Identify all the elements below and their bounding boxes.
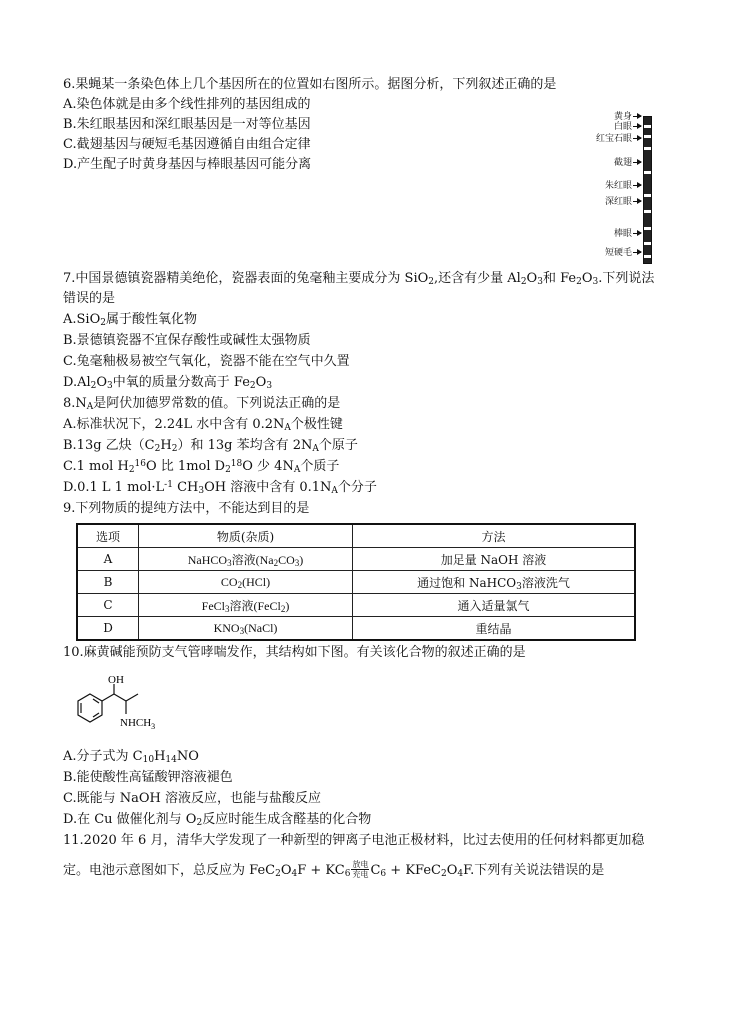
- gene-arrow: [633, 185, 641, 186]
- chromosome-bar: [643, 116, 652, 264]
- table-header: 方法: [353, 524, 636, 548]
- table-cell-substance: $CO_2(HCl)$: [139, 571, 353, 594]
- table-cell-option: B: [77, 571, 139, 594]
- q7-option-c: C.兔毫釉极易被空气氧化，瓷器不能在空气中久置: [63, 354, 350, 369]
- q11-stem-line2: 定。电池示意图如下，总反应为 $FeC_2O_4F + KC_6$ $\frac{\text{放电}}{\text{充电}}$ $C_6$ + $KFeC_2O_4F$.下列有关说法错误的是: [63, 860, 605, 879]
- gene-label: 红宝石眼: [595, 134, 632, 144]
- gene-arrow: [633, 233, 641, 234]
- q7-stem-line1: 7.中国景德镇瓷器精美绝伦，瓷器表面的兔毫釉主要成分为 SiO$_2$,还含有少量 $Al_2O_3$和 $Fe_2O_3$.下列说法: [63, 271, 655, 287]
- table-cell-substance: NaHCO$_3$溶液$(Na_2CO_3)$: [139, 548, 353, 571]
- table-cell-substance: FeCl$_3$溶液(FeCl$_2$): [139, 594, 353, 617]
- q8-stem: $8.N_A$是阿伏加德罗常数的值。下列说法正确的是: [63, 396, 341, 412]
- ephedrine-structure: [66, 672, 186, 744]
- q9-stem: 9.下列物质的提纯方法中，不能达到目的是: [63, 501, 310, 516]
- table-cell-option: D: [77, 617, 139, 641]
- q6-option-a: A.染色体就是由多个线性排列的基因组成的: [63, 97, 311, 112]
- gene-label: 棒眼: [613, 229, 632, 239]
- q10-option-a: A.分子式为 $C_{10}H_{14}NO$: [63, 749, 199, 765]
- table-cell-method: 重结晶: [353, 617, 636, 641]
- q10-option-b: B.能使酸性高锰酸钾溶液褪色: [63, 770, 233, 785]
- q6-option-b: B.朱红眼基因和深红眼基因是一对等位基因: [63, 117, 311, 132]
- table-header-row: [77, 524, 635, 548]
- chromosome-figure: [570, 104, 670, 264]
- table-cell-method: 加足量 NaOH 溶液: [353, 548, 636, 571]
- q8-option-d: D.0.1 L 1 $mol\cdot L^{-1}$ $CH_3OH$ 溶液中含有 $0.1N_A$个分子: [63, 480, 377, 496]
- q7-option-d: $D.Al_2O_3$中氧的质量分数高于 $Fe_2O_3$: [63, 375, 273, 391]
- table-cell-option: C: [77, 594, 139, 617]
- table-row: [77, 617, 635, 641]
- gene-label: 白眼: [613, 122, 632, 132]
- table-header: 选项: [77, 524, 139, 548]
- gene-label: 黄身: [613, 112, 632, 122]
- q8-option-a: A.标准状况下，2.24L 水中含有 $0.2N_A$个极性键: [63, 417, 343, 433]
- gene-label: 朱红眼: [604, 181, 632, 191]
- table-row: [77, 571, 635, 594]
- table-cell-substance: $KNO_3(NaCl)$: [139, 617, 353, 641]
- gene-label: 截翅: [613, 158, 632, 168]
- gene-label: 深红眼: [604, 197, 632, 207]
- table-cell-option: A: [77, 548, 139, 571]
- oh-label: OH: [108, 674, 124, 686]
- gene-arrow: [633, 162, 641, 163]
- q7-option-b: B.景德镇瓷器不宜保存酸性或碱性太强物质: [63, 333, 311, 348]
- table-row: [77, 594, 635, 617]
- gene-label: 短硬毛: [604, 248, 632, 258]
- reaction-condition: $\frac{\text{放电}}{\text{充电}}$: [352, 860, 369, 879]
- q9-table: [76, 523, 636, 641]
- nhch3-label: $NHCH_3$: [120, 717, 156, 731]
- table-cell-method: 通过饱和 NaHCO$_3$溶液洗气: [353, 571, 636, 594]
- q7-stem-line2: 错误的是: [63, 291, 116, 306]
- q8-option-c: C.1 mol $H_2^{16}O$ 比 1mol $D_2^{18}O$ 少 $4N_A$个质子: [63, 459, 340, 475]
- q7-option-a: A.SiO$_2$属于酸性氧化物: [63, 312, 197, 328]
- q6-stem: 6.果蝇某一条染色体上几个基因所在的位置如右图所示。据图分析，下列叙述正确的是: [63, 77, 557, 92]
- gene-arrow: [633, 138, 641, 139]
- q10-option-d: D.在 Cu 做催化剂与 $O_2$反应时能生成含醛基的化合物: [63, 812, 372, 828]
- q6-option-d: D.产生配子时黄身基因与棒眼基因可能分离: [63, 157, 312, 172]
- gene-arrow: [633, 116, 641, 117]
- gene-arrow: [633, 252, 641, 253]
- gene-arrow: [633, 201, 641, 202]
- table-row: [77, 548, 635, 571]
- table-cell-method: 通入适量氯气: [353, 594, 636, 617]
- q8-option-b: B.13g 乙炔$(C_2H_2)$和 13g 苯均含有 $2N_A$个原子: [63, 438, 358, 454]
- q11-stem-line1: 11.2020 年 6 月，清华大学发现了一种新型的钾离子电池正极材料，比过去使用的任何材料都更加稳: [63, 833, 645, 848]
- q6-option-c: C.截翅基因与硬短毛基因遵循自由组合定律: [63, 137, 311, 152]
- table-header: 物质(杂质): [139, 524, 353, 548]
- q10-option-c: C.既能与 NaOH 溶液反应，也能与盐酸反应: [63, 791, 322, 806]
- gene-arrow: [633, 126, 641, 127]
- q10-stem: 10.麻黄碱能预防支气管哮喘发作，其结构如下图。有关该化合物的叙述正确的是: [63, 645, 526, 660]
